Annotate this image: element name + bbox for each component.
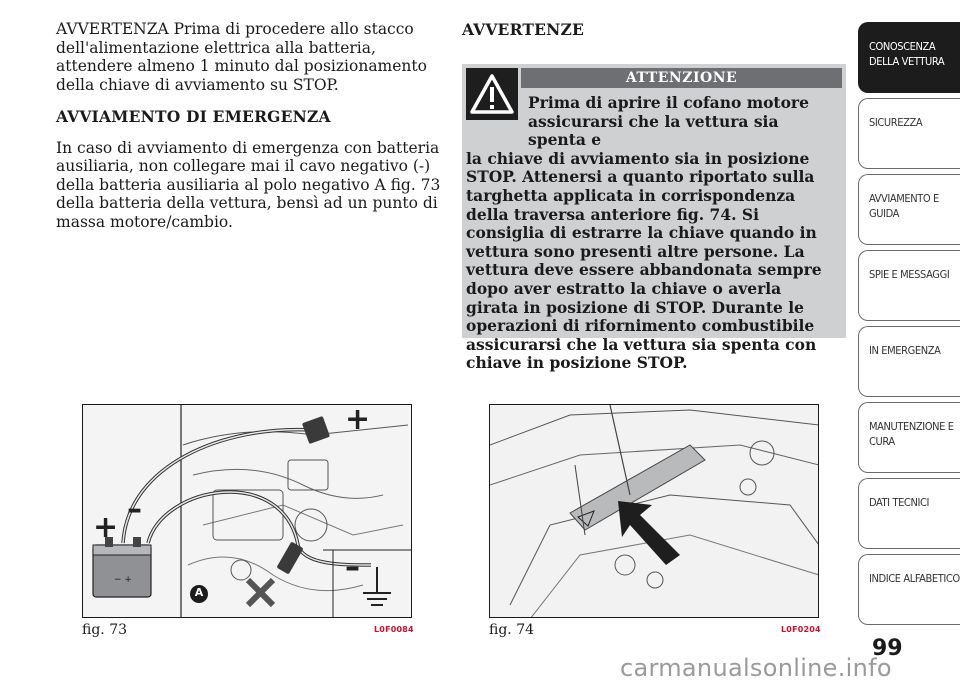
tab-sicurezza[interactable]: SICUREZZA bbox=[858, 98, 960, 169]
figure-73-code: L0F0084 bbox=[374, 625, 414, 634]
label-a: A bbox=[194, 586, 204, 599]
figure-73-caption: fig. 73 bbox=[82, 622, 128, 638]
figure-74-code: L0F0204 bbox=[781, 625, 821, 634]
minus-sign-battery: – bbox=[127, 492, 142, 527]
page-number: 99 bbox=[872, 636, 903, 661]
tab-emergenza[interactable]: IN EMERGENZA bbox=[858, 326, 960, 397]
tab-manutenzione[interactable]: MANUTENZIONE E CURA bbox=[858, 402, 960, 473]
figure-74-hood-label bbox=[489, 404, 819, 618]
warning-text bbox=[466, 94, 838, 373]
section-heading: AVVIAMENTO DI EMERGENZA bbox=[56, 107, 331, 126]
tab-spie[interactable]: SPIE E MESSAGGI bbox=[858, 250, 960, 321]
left-column bbox=[56, 20, 441, 245]
plus-sign-car: + bbox=[345, 404, 371, 437]
tab-indice[interactable]: INDICE ALFABETICO bbox=[858, 554, 960, 625]
watermark: carmanualsonline.info bbox=[620, 654, 892, 682]
warnings-heading: AVVERTENZE bbox=[462, 20, 585, 39]
warning-text-first: Prima di aprire il cofano motore assicurarsi che la vettura sia spenta e bbox=[528, 93, 809, 150]
advisory-paragraph: AVVERTENZA Prima di procedere allo stacco dell'alimentazione elettrica alla batteria, attendere almeno 1 minuto dal posizionamento della chiave di avviamento su STOP. bbox=[56, 20, 427, 94]
tab-conoscenza[interactable]: CONOSCENZA DELLA VETTURA bbox=[858, 22, 960, 93]
right-column bbox=[462, 20, 847, 55]
figure-73-battery-jump bbox=[82, 404, 412, 618]
tab-dati-tecnici[interactable]: DATI TECNICI bbox=[858, 478, 960, 549]
hood-crossmember-illustration bbox=[490, 405, 819, 618]
svg-text:− +: − + bbox=[114, 575, 132, 585]
warning-text-rest: la chiave di avviamento sia in posizione STOP. Attenersi a quanto riportato sulla targhetta applicata in corrispondenza della traversa anteriore fig. 74. Si consiglia di estrarre la chiave quando in vettura sono presenti altre persone. La vettura deve essere abbandonata sempre dopo aver estratto la chiave o averla girata in posizione di STOP. Durante le operazioni di rifornimento combustibile assicurarsi che la vettura sia spenta con chiave in posizione STOP. bbox=[466, 148, 822, 373]
tab-avviamento[interactable]: AVVIAMENTO E GUIDA bbox=[858, 174, 960, 245]
minus-sign-ground: – bbox=[345, 550, 360, 585]
plus-sign-battery: + bbox=[93, 510, 119, 545]
figure-74-caption: fig. 74 bbox=[489, 622, 535, 638]
emergency-start-paragraph: In caso di avviamento di emergenza con batteria ausiliaria, non collegare mai il cavo negativo (-) della batteria ausiliaria al polo negativo A fig. 73 della batteria della vettura, bensì ad un punto di massa motore/cambio. bbox=[56, 138, 441, 231]
warning-title: ATTENZIONE bbox=[521, 68, 842, 88]
